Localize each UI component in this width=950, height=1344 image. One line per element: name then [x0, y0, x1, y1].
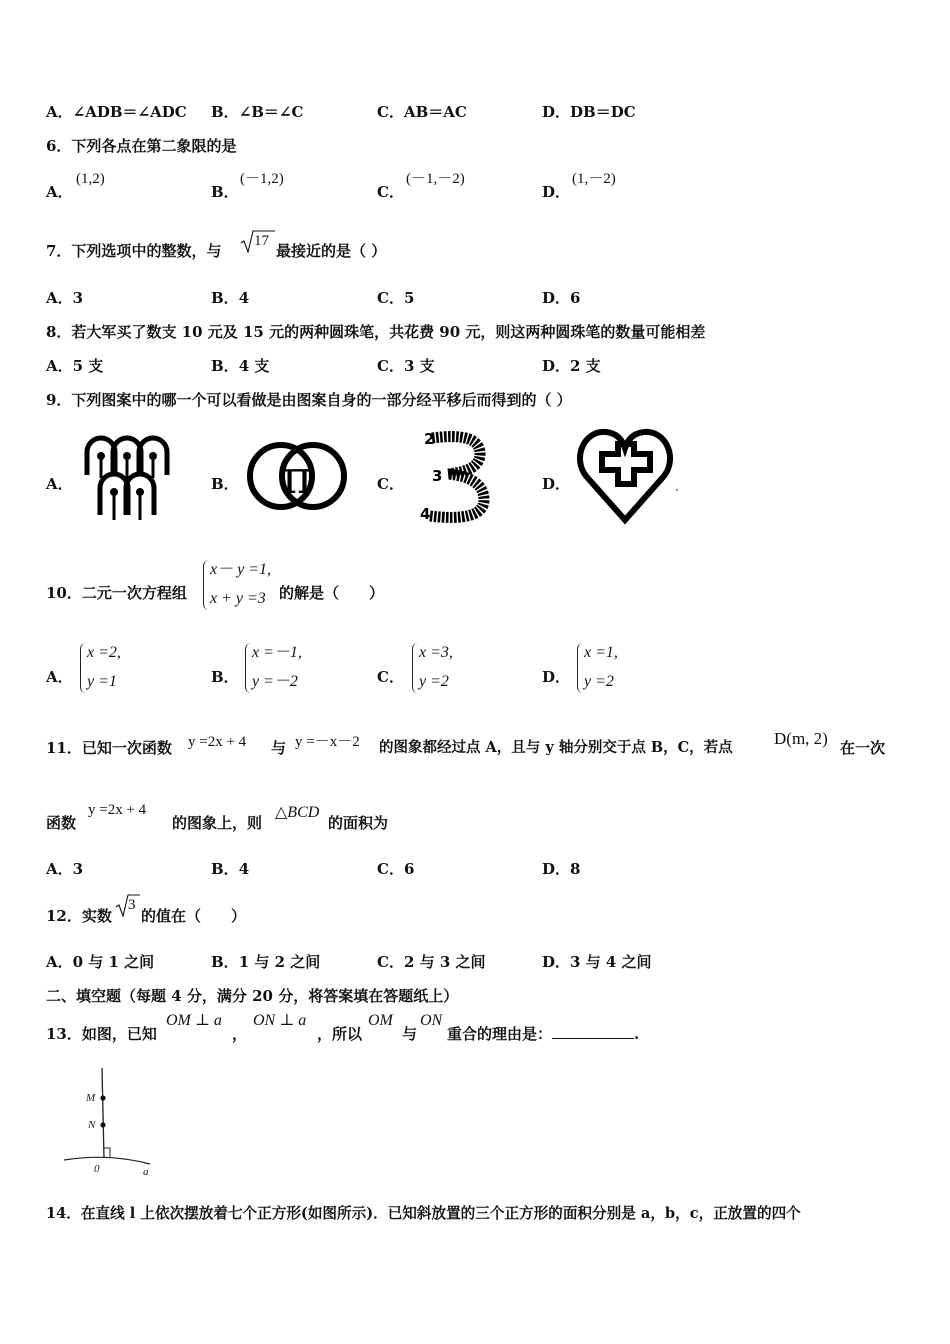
q5-option-a: A．∠ADB＝∠ADC — [46, 103, 187, 121]
q10-option-d-line2: y =2 — [584, 673, 614, 690]
q9-option-b-label: B． — [211, 475, 239, 493]
q7-option-b: B．4 — [211, 289, 250, 307]
q12-radicand: 3 — [128, 897, 136, 913]
q6-option-c-label: C． — [377, 183, 404, 201]
q10-stem-pre: 10．二元一次方程组 — [46, 584, 187, 602]
q11-text-6: 的图象上，则 — [172, 814, 263, 832]
q8-option-d: D．2 支 — [542, 357, 601, 375]
q13-math-on: ON — [420, 1012, 443, 1029]
q10-option-a-line1: x =2, — [87, 644, 121, 661]
q13-text-1: 13．如图，已知 — [46, 1025, 157, 1043]
q6-option-a-label: A． — [46, 183, 73, 201]
q10-option-b-line1: x =－1, — [252, 644, 302, 661]
q11-func-2: y =－x－2 — [295, 734, 360, 750]
q11-option-c: C．6 — [377, 860, 415, 878]
q7-option-a: A．3 — [46, 289, 84, 307]
q10-option-d-line1: x =1, — [584, 644, 618, 661]
q11-point-d: D(m, 2) — [774, 729, 828, 748]
q6-option-d-label: D． — [542, 183, 571, 201]
fig-c-digit-2: 2 — [424, 430, 435, 448]
q11-option-a: A．3 — [46, 860, 84, 878]
q8-option-c: C．3 支 — [377, 357, 435, 375]
fig-d-heart — [578, 426, 678, 524]
q6-option-a-point: (1,2) — [76, 171, 105, 187]
q13-figure — [60, 1066, 160, 1181]
q13-text-3: ，所以 — [317, 1025, 363, 1043]
fig-a-leaf-pattern — [82, 430, 172, 524]
q5-option-b: B．∠B＝∠C — [211, 103, 304, 121]
q13-label-n: N — [88, 1119, 96, 1131]
q13-label-a: a — [143, 1166, 149, 1178]
fig-b-pi-rings — [246, 432, 350, 526]
q10-option-b-label: B． — [211, 668, 239, 686]
q11-option-d: D．8 — [542, 860, 581, 878]
q11-text-7: 的面积为 — [328, 814, 389, 832]
q11-func-1: y =2x + 4 — [188, 734, 247, 750]
q13-math-om: OM — [368, 1012, 393, 1029]
q11-option-b: B．4 — [211, 860, 250, 878]
q6-option-b-point: (－1,2) — [240, 171, 284, 187]
q12-stem-pre: 12．实数 — [46, 907, 112, 925]
q5-option-d: D．DB＝DC — [542, 103, 636, 121]
q11-triangle-bcd: △BCD — [275, 804, 320, 821]
q9-option-a-label: A． — [46, 475, 73, 493]
q10-system-line1: x－ y =1, — [210, 561, 272, 578]
q9-stem: 9．下列图案中的哪一个可以看做是由图案自身的一部分经平移后而得到的（ ） — [46, 391, 572, 409]
q12-option-b: B．1 与 2 之间 — [211, 953, 321, 971]
q6-stem: 6．下列各点在第二象限的是 — [46, 137, 237, 155]
q11-func-3: y =2x + 4 — [88, 802, 147, 818]
section-2-heading: 二、填空题（每题 4 分，满分 20 分，将答案填在答题纸上） — [46, 987, 459, 1005]
q8-stem: 8．若大军买了数支 10 元及 15 元的两种圆珠笔，共花费 90 元，则这两种圆珠笔的数量可能相差 — [46, 323, 706, 341]
q9-option-d-label: D． — [542, 475, 571, 493]
q13-text-4: 与 — [402, 1025, 418, 1043]
q14-stem: 14．在直线 l 上依次摆放着七个正方形(如图所示)．已知斜放置的三个正方形的面积分别是 a，b，c，正放置的四个 — [46, 1205, 801, 1222]
fig-c-digit-4: 4 — [420, 505, 431, 523]
q7-radicand: 17 — [254, 233, 269, 249]
q10-option-c-brace — [412, 643, 419, 693]
q10-option-d-brace — [577, 643, 584, 693]
q6-option-d-point: (1,－2) — [572, 171, 616, 187]
q7-stem-pre: 7．下列选项中的整数，与 — [46, 242, 222, 260]
q12-option-d: D．3 与 4 之间 — [542, 953, 652, 971]
q13-math-on-perp: ON ⊥ a — [253, 1012, 307, 1029]
q11-text-1: 11．已知一次函数 — [46, 739, 172, 757]
q10-option-b-line2: y =－2 — [252, 673, 298, 690]
q7-option-d: D．6 — [542, 289, 581, 307]
svg-text:π: π — [281, 450, 313, 504]
fig-c-stacked-three — [416, 428, 494, 522]
q10-option-d-label: D． — [542, 668, 571, 686]
q5-option-c: C．AB＝AC — [377, 103, 467, 121]
q11-text-2: 与 — [271, 739, 287, 757]
q6-option-c-point: (－1,－2) — [406, 171, 465, 187]
q10-option-a-label: A． — [46, 668, 73, 686]
q10-option-c-label: C． — [377, 668, 404, 686]
q13-answer-blank[interactable] — [552, 1024, 634, 1039]
q12-option-c: C．2 与 3 之间 — [377, 953, 486, 971]
q10-option-c-line2: y =2 — [419, 673, 449, 690]
q8-option-b: B．4 支 — [211, 357, 270, 375]
q13-label-o: 0 — [94, 1163, 100, 1175]
q11-text-5: 函数 — [46, 814, 77, 832]
q11-text-3: 的图象都经过点 A，且与 y 轴分别交于点 B，C，若点 — [379, 739, 733, 756]
q10-option-c-line1: x =3, — [419, 644, 453, 661]
q7-option-c: C．5 — [377, 289, 415, 307]
q10-system-brace — [203, 560, 210, 610]
q10-system-line2: x + y =3 — [210, 590, 266, 607]
q13-text-5: 重合的理由是： . — [447, 1025, 640, 1043]
q8-option-a: A．5 支 — [46, 357, 104, 375]
q13-label-m: M — [86, 1092, 96, 1104]
fig-c-digit-3: 3 — [432, 467, 443, 485]
q11-text-4: 在一次 — [840, 739, 886, 757]
q13-text-2: ， — [232, 1025, 248, 1043]
q10-option-a-line2: y =1 — [87, 673, 117, 690]
q10-option-b-brace — [245, 643, 252, 693]
q6-option-b-label: B． — [211, 183, 239, 201]
q13-math-om-perp: OM ⊥ a — [166, 1012, 222, 1029]
q10-option-a-brace — [80, 643, 87, 693]
q12-stem-post: 的值在（ ） — [141, 907, 247, 925]
q9-option-c-label: C． — [377, 475, 404, 493]
q12-option-a: A．0 与 1 之间 — [46, 953, 155, 971]
q10-stem-post: 的解是（ ） — [279, 584, 385, 602]
q7-stem-post: 最接近的是（ ） — [276, 242, 387, 260]
